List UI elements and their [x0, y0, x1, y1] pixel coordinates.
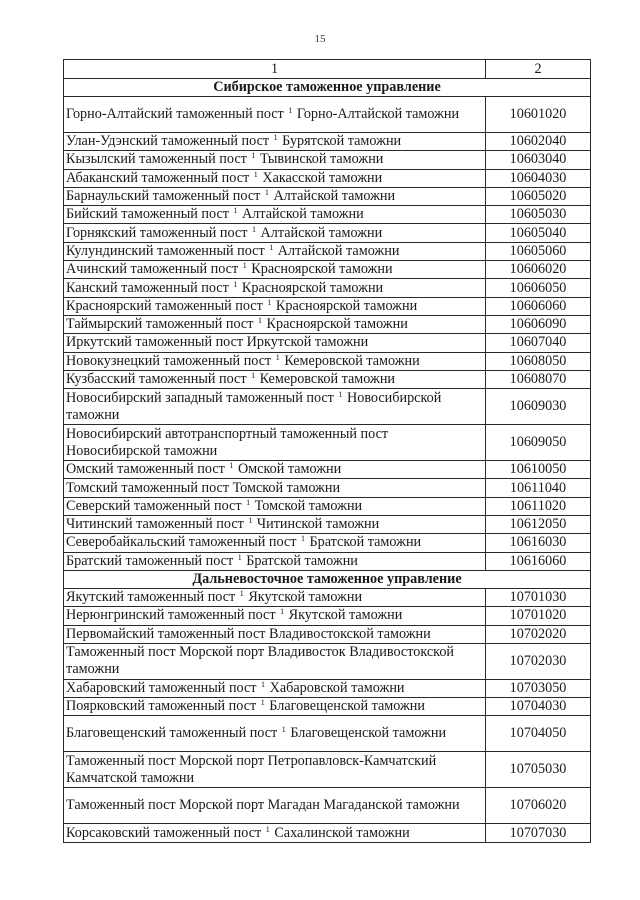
post-name: Хабаровский таможенный пост: [66, 679, 257, 696]
customs-office-name: Бурятской таможни: [282, 133, 402, 150]
customs-post-name-cell: [64, 534, 486, 552]
page-number: 15: [314, 33, 326, 45]
footnote-marker: 1: [267, 297, 272, 307]
footnote-marker: 1: [265, 824, 270, 834]
customs-post-code: 10604030: [486, 169, 591, 187]
footnote-marker: 1: [281, 725, 286, 735]
customs-office-name: Хабаровской таможни: [269, 679, 405, 696]
footnote-marker: 1: [233, 279, 238, 289]
table-row: [64, 133, 591, 151]
customs-office-name: Тывинской таможни: [259, 151, 384, 168]
customs-post-name-cell: [64, 352, 486, 370]
customs-post-name-cell: [64, 334, 486, 352]
post-name: Бийский таможенный пост: [66, 206, 229, 223]
customs-office-name: Горно-Алтайской таможни: [296, 106, 460, 122]
table-row: [64, 352, 591, 370]
customs-office-name: Новосибирской таможни: [66, 389, 442, 423]
table-row: [64, 425, 591, 461]
post-name: Первомайский таможенный пост Владивостокской таможни: [66, 625, 431, 642]
customs-post-name-cell: [64, 588, 486, 606]
customs-post-name-cell: [64, 315, 486, 333]
customs-post-code: 10612050: [486, 516, 591, 534]
table-row: [64, 224, 591, 242]
table-row: [64, 461, 591, 479]
table-row: [64, 169, 591, 187]
customs-post-code: 10608070: [486, 370, 591, 388]
customs-post-name-cell: [64, 389, 486, 425]
customs-post-code: 10606050: [486, 279, 591, 297]
post-name: Новосибирский автотранспортный таможенный пост Новосибирской таможни: [66, 425, 389, 459]
post-name: Братский таможенный пост: [66, 552, 234, 569]
table-row: [64, 389, 591, 425]
customs-post-name-cell: [64, 461, 486, 479]
footnote-marker: 1: [273, 133, 278, 143]
customs-office-name: Алтайской таможни: [277, 242, 400, 259]
customs-post-name-cell: [64, 516, 486, 534]
customs-post-code: 10607040: [486, 334, 591, 352]
customs-post-name-cell: [64, 788, 486, 824]
post-name: Кузбасский таможенный пост: [66, 371, 247, 387]
post-name: Новосибирский западный таможенный пост: [66, 389, 334, 406]
footnote-marker: 1: [251, 224, 256, 234]
post-name: Нерюнгринский таможенный пост: [66, 607, 276, 624]
customs-office-name: Красноярской таможни: [251, 261, 393, 278]
customs-post-name-cell: [64, 187, 486, 205]
customs-post-name-cell: [64, 133, 486, 151]
customs-post-name-cell: [64, 824, 486, 842]
customs-post-code: 10704050: [486, 716, 591, 752]
customs-post-code: 10611040: [486, 479, 591, 497]
customs-office-name: Читинской таможни: [256, 516, 380, 533]
footnote-marker: 1: [275, 352, 280, 362]
customs-post-code: 10611020: [486, 497, 591, 515]
footnote-marker: 1: [251, 151, 256, 161]
post-name: Таможенный пост Морской порт Магадан Магаданской таможни: [66, 797, 460, 814]
post-name: Ачинский таможенный пост: [66, 261, 239, 278]
customs-post-name-cell: [64, 497, 486, 515]
customs-office-name: Кемеровской таможни: [284, 352, 420, 369]
customs-post-code: 10603040: [486, 151, 591, 169]
customs-post-name-cell: [64, 625, 486, 643]
post-name: Горнякский таможенный пост: [66, 224, 248, 241]
post-name: Якутский таможенный пост: [66, 589, 236, 606]
table-row: [64, 279, 591, 297]
customs-office-name: Братской таможни: [309, 534, 422, 551]
post-name: Северский таможенный пост: [66, 497, 242, 514]
post-name: Барнаульский таможенный пост: [66, 188, 261, 205]
customs-post-code: 10704030: [486, 698, 591, 716]
customs-post-code: 10705030: [486, 752, 591, 788]
table-row: [64, 643, 591, 679]
footnote-marker: 1: [239, 589, 244, 599]
footnote-marker: 1: [288, 106, 293, 115]
post-name: Таможенный пост Морской порт Петропавловск-Камчатский Камчатской таможни: [66, 752, 437, 786]
post-name: Улан-Удэнский таможенный пост: [66, 133, 270, 150]
footnote-marker: 1: [338, 389, 343, 399]
column-number-header-row: [64, 60, 591, 79]
footnote-marker: 1: [248, 516, 253, 526]
table-row: [64, 187, 591, 205]
table-row: [64, 242, 591, 260]
customs-post-code: 10606090: [486, 315, 591, 333]
table-row: [64, 752, 591, 788]
post-name: Таймырский таможенный пост: [66, 316, 254, 333]
customs-post-name-cell: [64, 552, 486, 570]
post-name: Томский таможенный пост Томской таможни: [66, 479, 341, 496]
customs-post-name-cell: [64, 261, 486, 279]
customs-post-code: 10605060: [486, 242, 591, 260]
customs-post-name-cell: [64, 698, 486, 716]
customs-post-name-cell: [64, 425, 486, 461]
section-title: Дальневосточное таможенное управление: [64, 570, 591, 588]
table-row: [64, 625, 591, 643]
footnote-marker: 1: [242, 261, 247, 271]
customs-post-name-cell: [64, 479, 486, 497]
customs-post-name-cell: [64, 224, 486, 242]
footnote-marker: 1: [237, 552, 242, 562]
footnote-marker: 1: [280, 607, 285, 617]
table-row: [64, 479, 591, 497]
post-name: Кызылский таможенный пост: [66, 151, 247, 168]
table-row: [64, 151, 591, 169]
footnote-marker: 1: [253, 169, 258, 179]
post-name: Кулундинский таможенный пост: [66, 242, 265, 259]
footnote-marker: 1: [246, 497, 251, 507]
post-name: Горно-Алтайский таможенный пост: [66, 106, 284, 122]
table-row: [64, 552, 591, 570]
customs-office-name: Благовещенской таможни: [290, 725, 447, 742]
table-row: [64, 788, 591, 824]
table-row: [64, 824, 591, 842]
table-row: [64, 261, 591, 279]
footnote-marker: 1: [251, 371, 256, 380]
customs-office-name: Красноярской таможни: [275, 297, 418, 314]
customs-post-name-cell: [64, 279, 486, 297]
customs-post-name-cell: [64, 206, 486, 224]
customs-post-code: 10609050: [486, 425, 591, 461]
footnote-marker: 1: [229, 461, 234, 471]
customs-post-name-cell: [64, 607, 486, 625]
customs-post-name-cell: [64, 370, 486, 388]
customs-post-code: 10606020: [486, 261, 591, 279]
column-header-1: 1: [64, 60, 486, 79]
footnote-marker: 1: [264, 188, 269, 198]
customs-office-name: Томской таможни: [254, 497, 363, 514]
customs-office-name: Кемеровской таможни: [259, 371, 396, 387]
table-body: [64, 60, 591, 843]
customs-office-name: Сахалинской таможни: [274, 824, 410, 841]
section-header-row: [64, 570, 591, 588]
footnote-marker: 1: [269, 242, 274, 252]
table-row: [64, 97, 591, 133]
customs-post-code: 10701030: [486, 588, 591, 606]
customs-office-name: Красноярской таможни: [241, 279, 384, 296]
post-name: Таможенный пост Морской порт Владивосток Владивостокской таможни: [66, 644, 455, 678]
table-row: [64, 698, 591, 716]
customs-post-code: 10601020: [486, 97, 591, 133]
table-row: [64, 588, 591, 606]
post-name: Благовещенский таможенный пост: [66, 725, 278, 742]
customs-post-code: 10605030: [486, 206, 591, 224]
customs-post-code: 10701020: [486, 607, 591, 625]
customs-office-name: Красноярской таможни: [266, 316, 408, 333]
customs-post-code: 10616060: [486, 552, 591, 570]
table-row: [64, 370, 591, 388]
table-row: [64, 516, 591, 534]
post-name: Абаканский таможенный пост: [66, 169, 250, 186]
post-name: Корсаковский таможенный пост: [66, 824, 262, 841]
customs-post-name-cell: [64, 242, 486, 260]
customs-post-code: 10602040: [486, 133, 591, 151]
post-name: Канский таможенный пост: [66, 279, 229, 296]
post-name: Иркутский таможенный пост Иркутской таможни: [66, 334, 369, 351]
customs-post-code: 10605040: [486, 224, 591, 242]
table-row: [64, 607, 591, 625]
table-row: [64, 315, 591, 333]
section-title: Сибирское таможенное управление: [64, 79, 591, 97]
table-row: [64, 497, 591, 515]
customs-office-name: Братской таможни: [246, 552, 358, 569]
customs-office-name: Якутской таможни: [248, 589, 363, 606]
customs-office-name: Алтайской таможни: [260, 224, 383, 241]
table-row: [64, 534, 591, 552]
customs-post-code: 10605020: [486, 187, 591, 205]
customs-post-name-cell: [64, 297, 486, 315]
customs-post-code: 10706020: [486, 788, 591, 824]
customs-posts-table: [63, 59, 591, 843]
footnote-marker: 1: [260, 698, 265, 708]
customs-post-name-cell: [64, 679, 486, 697]
footnote-marker: 1: [233, 206, 238, 216]
column-header-2: 2: [486, 60, 591, 79]
customs-post-code: 10707030: [486, 824, 591, 842]
customs-post-code: 10702030: [486, 643, 591, 679]
customs-post-code: 10702020: [486, 625, 591, 643]
customs-office-name: Хакасской таможни: [262, 169, 383, 186]
footnote-marker: 1: [257, 316, 262, 326]
table-row: [64, 679, 591, 697]
customs-post-name-cell: [64, 643, 486, 679]
table-row: [64, 334, 591, 352]
customs-post-code: 10609030: [486, 389, 591, 425]
table-row: [64, 716, 591, 752]
customs-office-name: Якутской таможни: [288, 607, 403, 624]
customs-post-code: 10606060: [486, 297, 591, 315]
post-name: Новокузнецкий таможенный пост: [66, 352, 272, 369]
customs-post-code: 10610050: [486, 461, 591, 479]
customs-post-code: 10608050: [486, 352, 591, 370]
section-header-row: [64, 79, 591, 97]
customs-office-name: Благовещенской таможни: [269, 698, 425, 715]
footnote-marker: 1: [300, 534, 305, 544]
post-name: Красноярский таможенный пост: [66, 297, 263, 314]
customs-post-name-cell: [64, 716, 486, 752]
footnote-marker: 1: [261, 679, 266, 689]
customs-post-name-cell: [64, 169, 486, 187]
customs-office-name: Алтайской таможни: [242, 206, 364, 223]
post-name: Поярковский таможенный пост: [66, 698, 257, 715]
table-row: [64, 297, 591, 315]
table-row: [64, 206, 591, 224]
customs-post-code: 10616030: [486, 534, 591, 552]
post-name: Читинский таможенный пост: [66, 516, 244, 533]
customs-office-name: Алтайской таможни: [273, 188, 396, 205]
customs-post-code: 10703050: [486, 679, 591, 697]
customs-post-name-cell: [64, 752, 486, 788]
customs-post-name-cell: [64, 97, 486, 133]
customs-post-name-cell: [64, 151, 486, 169]
post-name: Омский таможенный пост: [66, 461, 225, 478]
customs-office-name: Омской таможни: [237, 461, 342, 478]
post-name: Северобайкальский таможенный пост: [66, 534, 297, 551]
